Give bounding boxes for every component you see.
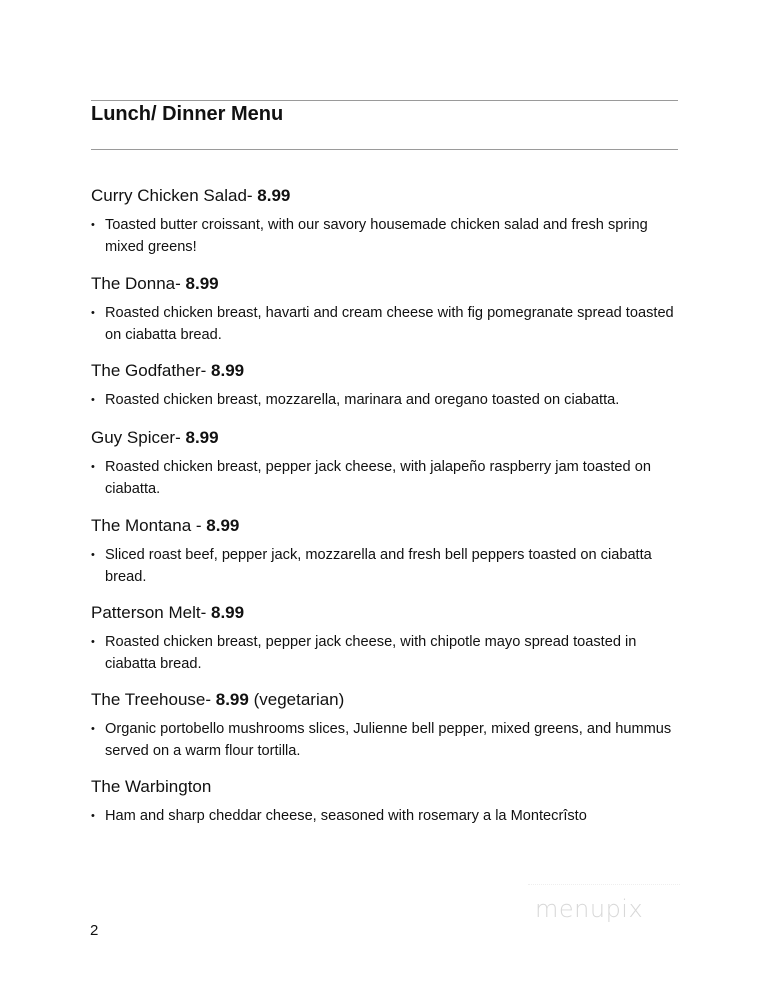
menu-item-description-text: Roasted chicken breast, pepper jack cheese, with chipotle mayo spread toasted in ciabatta bread. bbox=[105, 634, 637, 672]
menu-item-description-text: Ham and sharp cheddar cheese, seasoned with rosemary a la Montecrîsto bbox=[105, 808, 587, 824]
menu-item-note: (vegetarian) bbox=[253, 690, 345, 709]
menu-item-heading bbox=[91, 183, 691, 209]
menu-item-heading bbox=[91, 271, 691, 297]
menu-item-heading bbox=[91, 513, 691, 539]
menu-item-description-text: Toasted butter croissant, with our savory housemade chicken salad and fresh spring mixed greens! bbox=[105, 217, 648, 255]
menu-item bbox=[91, 513, 691, 600]
menu-item-price: 8.99 bbox=[215, 690, 249, 709]
menu-item-description-list bbox=[91, 806, 691, 828]
menu-item-heading bbox=[91, 425, 691, 451]
menu-item-description-text: Roasted chicken breast, mozzarella, marinara and oregano toasted on ciabatta. bbox=[105, 392, 620, 408]
bullet-icon: • bbox=[91, 810, 95, 822]
menu-item-heading bbox=[91, 600, 691, 626]
bullet-icon: • bbox=[91, 723, 95, 735]
menu-item bbox=[91, 183, 691, 271]
menu-item-description-list bbox=[91, 303, 691, 346]
menu-item-name: Guy Spicer- bbox=[91, 428, 181, 447]
menu-item-price: 8.99 bbox=[257, 186, 291, 205]
page-title: Lunch/ Dinner Menu bbox=[91, 103, 284, 125]
menu-item bbox=[91, 774, 691, 844]
page-number: 2 bbox=[90, 922, 99, 939]
bullet-icon: • bbox=[91, 549, 95, 561]
bullet-icon: • bbox=[91, 461, 95, 473]
menu-list bbox=[91, 183, 691, 844]
menu-item-description-text: Roasted chicken breast, havarti and cream cheese with fig pomegranate spread toasted on ciabatta bread. bbox=[105, 305, 674, 343]
menu-item-description-list bbox=[91, 545, 691, 588]
menu-item-price: 8.99 bbox=[185, 428, 219, 447]
bullet-icon: • bbox=[91, 394, 95, 406]
menu-item-price: 8.99 bbox=[211, 361, 245, 380]
menu-item bbox=[91, 687, 691, 774]
menu-item-name: The Donna- bbox=[91, 274, 181, 293]
menu-item-price: 8.99 bbox=[211, 603, 245, 622]
menu-item bbox=[91, 600, 691, 687]
menu-item-description bbox=[91, 806, 687, 828]
menu-item-description-text: Sliced roast beef, pepper jack, mozzarella and fresh bell peppers toasted on ciabatta bread. bbox=[105, 547, 652, 585]
menu-item-heading bbox=[91, 358, 691, 384]
menu-item-name: The Warbington bbox=[91, 777, 212, 796]
menu-item-description bbox=[91, 719, 687, 762]
menu-item-name: Curry Chicken Salad- bbox=[91, 186, 253, 205]
menu-item-description bbox=[91, 215, 687, 258]
menu-item-price: 8.99 bbox=[206, 516, 240, 535]
menu-item-description bbox=[91, 390, 687, 412]
menu-item-name: The Godfather- bbox=[91, 361, 207, 380]
menu-item-description-list bbox=[91, 457, 691, 500]
watermark-decoration bbox=[528, 884, 680, 888]
menu-item-description bbox=[91, 303, 687, 346]
menu-item-description-list bbox=[91, 719, 691, 762]
menu-item-name: The Treehouse- bbox=[91, 690, 212, 709]
menu-item-name: The Montana - bbox=[91, 516, 202, 535]
menu-item-description-text: Organic portobello mushrooms slices, Julienne bell pepper, mixed greens, and hummus served on a warm flour tortilla. bbox=[105, 721, 672, 759]
menu-item-heading bbox=[91, 687, 691, 713]
watermark-logo: menupix bbox=[535, 895, 644, 923]
menu-item bbox=[91, 271, 691, 358]
bullet-icon: • bbox=[91, 219, 95, 231]
menu-item-description-list bbox=[91, 390, 691, 412]
menu-item-description-list bbox=[91, 632, 691, 675]
menu-item-description bbox=[91, 545, 687, 588]
menu-item-name: Patterson Melt- bbox=[91, 603, 207, 622]
menu-item bbox=[91, 425, 691, 513]
menu-item-price: 8.99 bbox=[185, 274, 219, 293]
menu-item-description bbox=[91, 632, 687, 675]
bullet-icon: • bbox=[91, 636, 95, 648]
menu-item bbox=[91, 358, 691, 425]
bottom-divider bbox=[91, 149, 678, 150]
menu-item-description bbox=[91, 457, 687, 500]
menu-item-description-text: Roasted chicken breast, pepper jack cheese, with jalapeño raspberry jam toasted on ciabatta. bbox=[105, 459, 651, 497]
menu-item-heading bbox=[91, 774, 691, 800]
bullet-icon: • bbox=[91, 307, 95, 319]
menu-item-description-list bbox=[91, 215, 691, 258]
